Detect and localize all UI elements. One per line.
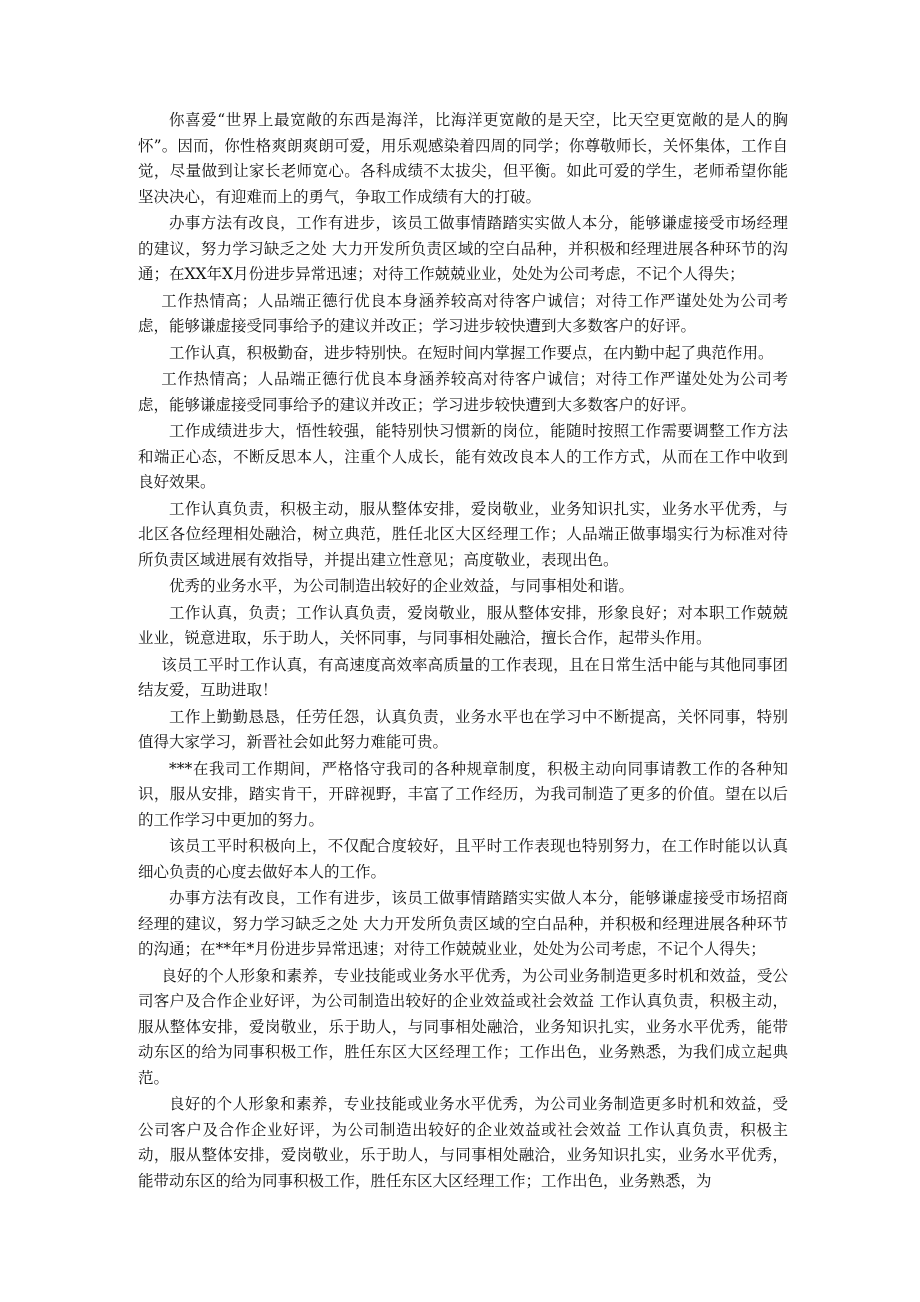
paragraph-16: 良好的个人形象和素养，专业技能或业务水平优秀，为公司业务制造更多时机和效益，受公司客户及合作企业好评，为公司制造出较好的企业效益或社会效益 工作认真负责，积极主动，服从整体安排，爱岗敬业，乐于助人，与同事相处融洽，业务知识扎实，业务水平优秀，能带动东区的给为同事积极工作，胜任东区大区经理工作；工作出色，业务熟悉，为 bbox=[138, 1095, 788, 1190]
paragraph-11: 工作上勤勤恳恳，任劳任怨，认真负责，业务水平也在学习中不断提高，关怀同事，特别值得大家学习，新晋社会如此努力难能可贵。 bbox=[138, 707, 788, 751]
paragraph-8: 优秀的业务水平，为公司制造出较好的企业效益，与同事相处和谐。 bbox=[169, 577, 635, 595]
paragraph-12: ***在我司工作期间，严格恪守我司的各种规章制度，积极主动向同事请教工作的各种知识，服从安排，踏实肯干，开辟视野，丰富了工作经历，为我司制造了更多的价值。望在以后的工作学习中更加的努力。 bbox=[138, 759, 788, 829]
paragraph-15: 良好的个人形象和素养，专业技能或业务水平优秀，为公司业务制造更多时机和效益，受公司客户及合作企业好评，为公司制造出较好的企业效益或社会效益 工作认真负责，积极主动，服从整体安排，爱岗敬业，乐于助人，与同事相处融洽，业务知识扎实，业务水平优秀，能带动东区的给为同事积极工作，胜任东区大区经理工作；工作出色，业务熟悉，为我们成立起典范。 bbox=[138, 966, 788, 1087]
paragraph-14: 办事方法有改良，工作有进步，该员工做事情踏踏实实做人本分，能够谦虚接受市场招商经理的建议，努力学习缺乏之处 大力开发所负责区域的空白品种，并积极和经理进展各种环节的沟通；在**年*月份进步异常迅速；对待工作兢兢业业，处处为公司考虑，不记个人得失； bbox=[138, 889, 788, 958]
document-body bbox=[138, 108, 788, 1195]
paragraph-9: 工作认真，负责；工作认真负责，爱岗敬业，服从整体安排，形象良好；对本职工作兢兢业业，锐意进取，乐于助人，关怀同事，与同事相处融洽，擅长合作，起带头作用。 bbox=[138, 603, 788, 647]
paragraph-10: 该员工平时工作认真，有高速度高效率高质量的工作表现，且在日常生活中能与其他同事团结友爱，互助进取！ bbox=[138, 655, 788, 699]
paragraph-5: 工作热情高；人品端正德行优良本身涵养较高对待客户诚信；对待工作严谨处处为公司考虑，能够谦虚接受同事给予的建议并改正；学习进步较快遭到大多数客户的好评。 bbox=[138, 370, 788, 414]
paragraph-3: 工作热情高；人品端正德行优良本身涵养较高对待客户诚信；对待工作严谨处处为公司考虑，能够谦虚接受同事给予的建议并改正；学习进步较快遭到大多数客户的好评。 bbox=[138, 291, 788, 335]
paragraph-1: 你喜爱“世界上最宽敞的东西是海洋，比海洋更宽敞的是天空，比天空更宽敞的是人的胸怀”。因而，你性格爽朗爽朗可爱，用乐观感染着四周的同学；你尊敬师长，关怀集体，工作自觉，尽量做到让家长老师宽心。各科成绩不太拔尖，但平衡。如此可爱的学生，老师希望你能坚决决心，有迎难而上的勇气，争取工作成绩有大的打破。 bbox=[138, 111, 788, 206]
paragraph-2: 办事方法有改良，工作有进步，该员工做事情踏踏实实做人本分，能够谦虚接受市场经理的建议，努力学习缺乏之处 大力开发所负责区域的空白品种，并积极和经理进展各种环节的沟通；在XX年X月份进步异常迅速；对待工作兢兢业业，处处为公司考虑，不记个人得失； bbox=[138, 214, 788, 283]
paragraph-6: 工作成绩进步大，悟性较强，能特别快习惯新的岗位，能随时按照工作需要调整工作方法和端正心态，不断反思本人，注重个人成长，能有效改良本人的工作方式，从而在工作中收到良好效果。 bbox=[138, 422, 788, 491]
paragraph-7: 工作认真负责，积极主动，服从整体安排，爱岗敬业，业务知识扎实，业务水平优秀，与北区各位经理相处融洽，树立典范，胜任北区大区经理工作；人品端正做事塌实行为标准对待所负责区域进展有效指导，并提出建立性意见；高度敬业，表现出色。 bbox=[138, 499, 788, 569]
paragraph-13: 该员工平时积极向上，不仅配合度较好，且平时工作表现也特别努力，在工作时能以认真细心负责的心度去做好本人的工作。 bbox=[138, 837, 788, 881]
paragraph-4: 工作认真，积极勤奋，进步特别快。在短时间内掌握工作要点，在内勤中起了典范作用。 bbox=[169, 343, 774, 362]
